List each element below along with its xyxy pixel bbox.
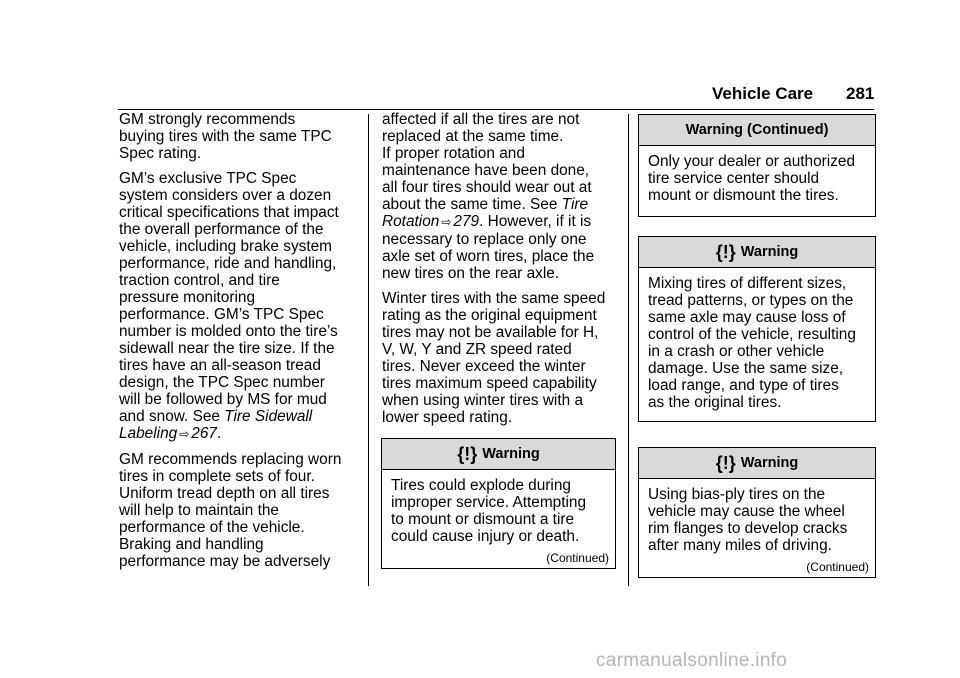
text-line: after many miles of driving.	[648, 537, 832, 554]
text-line: performance may be adversely	[119, 553, 331, 570]
paragraph	[119, 111, 359, 162]
text-line: traction control, and tire	[119, 272, 280, 289]
text-line: control of the vehicle, resulting	[648, 326, 856, 343]
text-line: will help to maintain the	[119, 502, 279, 519]
text-line	[382, 196, 618, 213]
text-line: performance of the vehicle.	[119, 519, 305, 536]
text-line: Only your dealer or authorized	[648, 153, 856, 170]
text-line: tires maximum speed capability	[382, 375, 597, 392]
warning-body	[639, 146, 875, 216]
text-line: tread patterns, or types on the	[648, 292, 854, 309]
warning-header	[639, 237, 875, 268]
column-2	[382, 111, 618, 434]
warning-icon: {!}	[457, 444, 478, 464]
warning-icon: {!}	[715, 453, 736, 473]
text-line: Spec rating.	[119, 145, 202, 162]
paragraph	[119, 451, 359, 570]
text-line: pressure monitoring	[119, 289, 256, 306]
text-line: tires may not be available for H,	[382, 324, 599, 341]
text-line: Uniform tread depth on all tires	[119, 485, 330, 502]
text-line: axle set of worn tires, place the	[382, 248, 595, 265]
text-line: performance, ride and handling,	[119, 255, 337, 272]
paragraph	[119, 170, 359, 443]
page-header	[0, 84, 960, 108]
text-line: affected if all the tires are not	[382, 111, 580, 128]
text-line: necessary to replace only one	[382, 231, 587, 248]
warning-header	[639, 115, 875, 146]
text-line: the overall performance of the	[119, 221, 324, 238]
text-fragment: about the same time. See	[382, 196, 562, 213]
text-line: V, W, Y and ZR speed rated	[382, 341, 572, 358]
text-line: load range, and type of tires	[648, 377, 839, 394]
text-line: sidewall near the tire size. If the	[119, 340, 335, 357]
text-line: damage. Use the same size,	[648, 360, 844, 377]
warning-body	[639, 479, 875, 558]
cross-reference-link[interactable]: Tire	[561, 196, 589, 213]
text-line: rating as the original equipment	[382, 307, 597, 324]
page-reference[interactable]: 279	[453, 213, 480, 230]
text-line	[119, 408, 359, 425]
text-line: If proper rotation and	[382, 145, 525, 162]
text-line: Winter tires with the same speed	[382, 290, 606, 307]
warning-box	[638, 114, 876, 217]
text-line: lower speed rating.	[382, 409, 513, 426]
text-line: same axle may cause loss of	[648, 309, 846, 326]
text-fragment: and snow. See	[119, 408, 225, 425]
paragraph	[382, 145, 618, 282]
cross-reference-link[interactable]: Labeling	[119, 425, 178, 442]
header-rule	[118, 109, 874, 110]
text-line: tires. Never exceed the winter	[382, 358, 586, 375]
warning-header	[639, 448, 875, 479]
text-fragment: . However, if it is	[479, 213, 592, 230]
warning-box	[638, 236, 876, 422]
text-line: GM’s exclusive TPC Spec	[119, 170, 297, 187]
text-line: system considers over a dozen	[119, 187, 332, 204]
warning-header	[382, 439, 615, 470]
text-line: improper service. Attempting	[391, 494, 587, 511]
text-line: will be followed by MS for mud	[119, 391, 327, 408]
text-line: vehicle may cause the wheel	[648, 503, 845, 520]
text-line: tire service center should	[648, 170, 820, 187]
column-divider	[628, 114, 629, 586]
paragraph	[382, 111, 618, 145]
text-line: critical specifications that impact	[119, 204, 339, 221]
text-line: Labeling ⇨ 267.	[119, 425, 222, 442]
warning-title: Warning	[482, 446, 540, 462]
text-line: as the original tires.	[648, 394, 782, 411]
text-line: new tires on the rear axle.	[382, 265, 560, 282]
text-line: maintenance have been done,	[382, 162, 590, 179]
text-line: could cause injury or death.	[391, 528, 580, 545]
text-line: design, the TPC Spec number	[119, 374, 325, 391]
column-1	[119, 111, 359, 578]
text-line: rim flanges to develop cracks	[648, 520, 848, 537]
text-line: to mount or dismount a tire	[391, 511, 575, 528]
text-line: replaced at the same time.	[382, 128, 564, 145]
text-line: Tires could explode during	[391, 477, 571, 494]
paragraph	[382, 290, 618, 426]
warning-title: Warning (Continued)	[685, 122, 829, 138]
continued-label: (Continued)	[806, 560, 869, 574]
text-line: vehicle, including brake system	[119, 238, 333, 255]
page-number: 281	[846, 84, 875, 103]
column-divider	[368, 114, 369, 586]
text-line: GM recommends replacing worn	[119, 451, 342, 468]
text-line: mount or dismount the tires.	[648, 187, 839, 204]
text-line: number is molded onto the tire’s	[119, 323, 338, 340]
text-line: GM strongly recommends	[119, 111, 296, 128]
warning-icon: {!}	[715, 242, 736, 262]
text-line: tires in complete sets of four.	[119, 468, 315, 485]
page-arrow-icon: ⇨	[179, 427, 190, 441]
text-line: all four tires should wear out at	[382, 179, 592, 196]
warning-box	[638, 447, 876, 578]
continued-label: (Continued)	[546, 551, 609, 565]
text-line: Mixing tires of different sizes,	[648, 275, 847, 292]
text-line: Using bias-ply tires on the	[648, 486, 826, 503]
text-line: performance. GM’s TPC Spec	[119, 306, 324, 323]
page-reference[interactable]: 267	[191, 425, 217, 442]
warning-title: Warning	[740, 244, 799, 260]
text-line: buying tires with the same TPC	[119, 128, 332, 145]
warning-box	[381, 438, 616, 569]
text-line: tires have an all-season tread	[119, 357, 321, 374]
warning-body	[639, 268, 875, 421]
text-line: Braking and handling	[119, 536, 264, 553]
cross-reference-link[interactable]: Rotation	[382, 213, 440, 230]
text-line: when using winter tires with a	[382, 392, 584, 409]
section-title: Vehicle Care	[712, 84, 814, 103]
watermark: carmanualsonline.info	[596, 650, 788, 671]
page-arrow-icon: ⇨	[441, 215, 452, 229]
text-line	[382, 213, 618, 231]
cross-reference-link[interactable]: Tire Sidewall	[224, 408, 313, 425]
text-line: in a crash or other vehicle	[648, 343, 825, 360]
warning-body	[382, 470, 615, 549]
warning-title: Warning	[740, 455, 799, 471]
